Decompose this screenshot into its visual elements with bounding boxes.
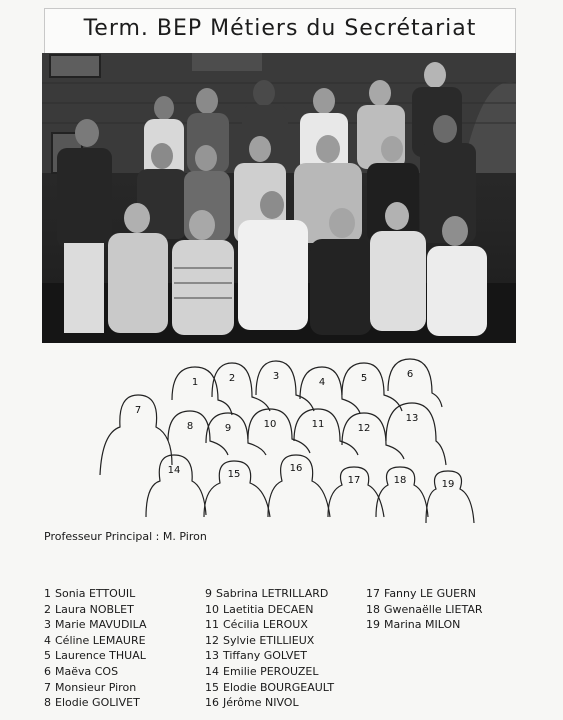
roster-item: 14 Emilie PEROUZEL [205,664,319,678]
outline-number: 18 [393,475,407,486]
roster-item: 15 Elodie BOURGEAULT [205,680,335,694]
outline-number: 14 [167,465,181,476]
outline-number: 4 [318,377,326,388]
roster-item: 2 Laura NOBLET [44,602,134,616]
professor-line: Professeur Principal : M. Piron [44,530,207,543]
outline-number: 7 [134,405,142,416]
outline-number: 5 [360,373,368,384]
roster-column-3 [366,586,483,633]
outline-number: 2 [228,373,236,384]
class-photo [42,53,516,343]
roster-item: 18 Gwenaëlle LIETAR [366,602,483,616]
roster-item: 8 Elodie GOLIVET [44,696,140,710]
seating-outline [80,355,480,530]
roster-item: 11 Cécilia LEROUX [205,618,308,632]
outline-number: 1 [191,377,199,388]
outline-number: 15 [227,469,241,480]
roster-item: 13 Tiffany GOLVET [205,649,308,663]
roster-item: 3 Marie MAVUDILA [44,618,147,632]
roster-item: 9 Sabrina LETRILLARD [205,587,329,600]
roster-item: 10 Laetitia DECAEN [205,602,314,616]
outline-number: 11 [311,419,325,430]
outline-number: 17 [347,475,361,486]
roster-item: 19 Marina MILON [366,618,461,632]
roster-column-2 [205,586,334,711]
title-box [44,8,516,54]
outline-number: 8 [186,421,194,432]
roster-item: 16 Jérôme NIVOL [205,696,299,710]
outline-number: 6 [406,369,414,380]
page-title: Term. BEP Métiers du Secrétariat [83,16,477,41]
outline-number: 10 [263,419,277,430]
roster-item: 4 Céline LEMAURE [44,633,146,647]
outline-number: 19 [441,479,455,490]
roster-item: 12 Sylvie ETILLIEUX [205,633,315,647]
outline-number: 16 [289,463,303,474]
roster-column-1 [44,586,147,711]
roster-item: 7 Monsieur Piron [44,680,137,694]
outline-number: 12 [357,423,371,434]
roster-item: 6 Maëva COS [44,664,119,678]
outline-number: 13 [405,413,419,424]
roster-item: 5 Laurence THUAL [44,649,146,663]
outline-number: 9 [224,423,232,434]
outline-number: 3 [272,371,280,382]
roster-item: 1 Sonia ETTOUIL [44,587,136,600]
roster-item: 17 Fanny LE GUERN [366,587,476,600]
